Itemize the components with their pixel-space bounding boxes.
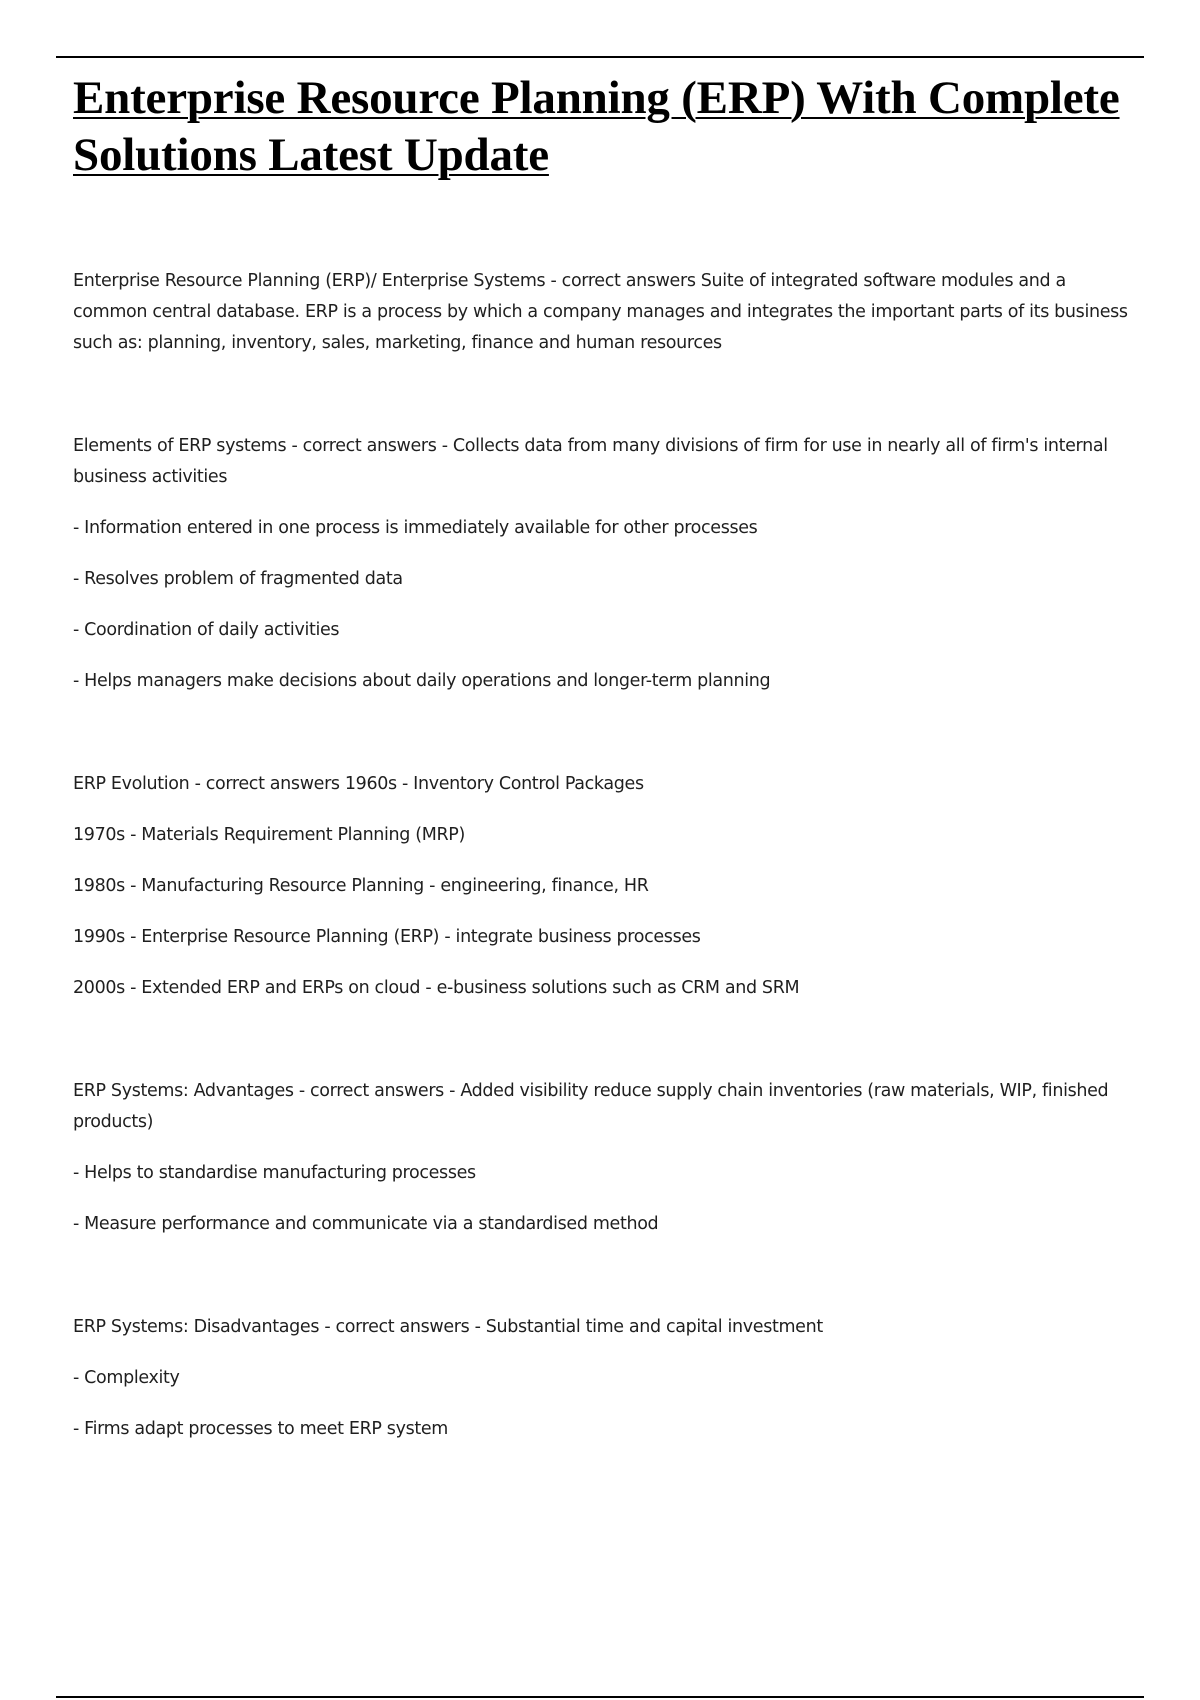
- paragraph: 1970s - Materials Requirement Planning (MRP): [73, 825, 465, 845]
- paragraph: - Resolves problem of fragmented data: [73, 569, 403, 589]
- paragraph: 2000s - Extended ERP and ERPs on cloud - e-business solutions such as CRM and SRM: [73, 978, 800, 998]
- paragraph: - Measure performance and communicate via a standardised method: [73, 1214, 659, 1234]
- paragraph: - Helps to standardise manufacturing processes: [73, 1163, 476, 1183]
- paragraph: - Helps managers make decisions about daily operations and longer-term planning: [73, 671, 771, 691]
- paragraph: ERP Evolution - correct answers 1960s - Inventory Control Packages: [73, 774, 644, 794]
- section-erp-definition: [73, 266, 1163, 359]
- section-erp-disadvantages: [73, 1312, 1163, 1445]
- paragraph: ERP Systems: Disadvantages - correct answers - Substantial time and capital investment: [73, 1317, 823, 1337]
- section-erp-advantages: [73, 1076, 1163, 1240]
- document-title: Enterprise Resource Planning (ERP) With Complete Solutions Latest Update: [73, 72, 1120, 181]
- section-elements-of-erp: [73, 431, 1163, 697]
- document-page: [73, 70, 1163, 1445]
- paragraph: - Firms adapt processes to meet ERP system: [73, 1419, 448, 1439]
- paragraph: 1980s - Manufacturing Resource Planning - engineering, finance, HR: [73, 876, 649, 896]
- paragraph: - Complexity: [73, 1368, 180, 1388]
- paragraph: ERP Systems: Advantages - correct answers - Added visibility reduce supply chain inventories (raw materials, WIP, finished products): [73, 1081, 1109, 1132]
- bottom-divider: [56, 1696, 1144, 1698]
- paragraph: Elements of ERP systems - correct answers - Collects data from many divisions of firm for use in nearly all of firm's internal business activities: [73, 436, 1108, 487]
- paragraph: - Information entered in one process is immediately available for other processes: [73, 518, 758, 538]
- paragraph: Enterprise Resource Planning (ERP)/ Enterprise Systems - correct answers Suite of integrated software modules and a common central database. ERP is a process by which a company manages and integrates the important parts of its business such as: planning, inventory, sales, marketing, finance and human resources: [73, 271, 1128, 353]
- paragraph: 1990s - Enterprise Resource Planning (ERP) - integrate business processes: [73, 927, 701, 947]
- top-divider: [56, 56, 1144, 58]
- paragraph: - Coordination of daily activities: [73, 620, 340, 640]
- section-erp-evolution: [73, 769, 1163, 1004]
